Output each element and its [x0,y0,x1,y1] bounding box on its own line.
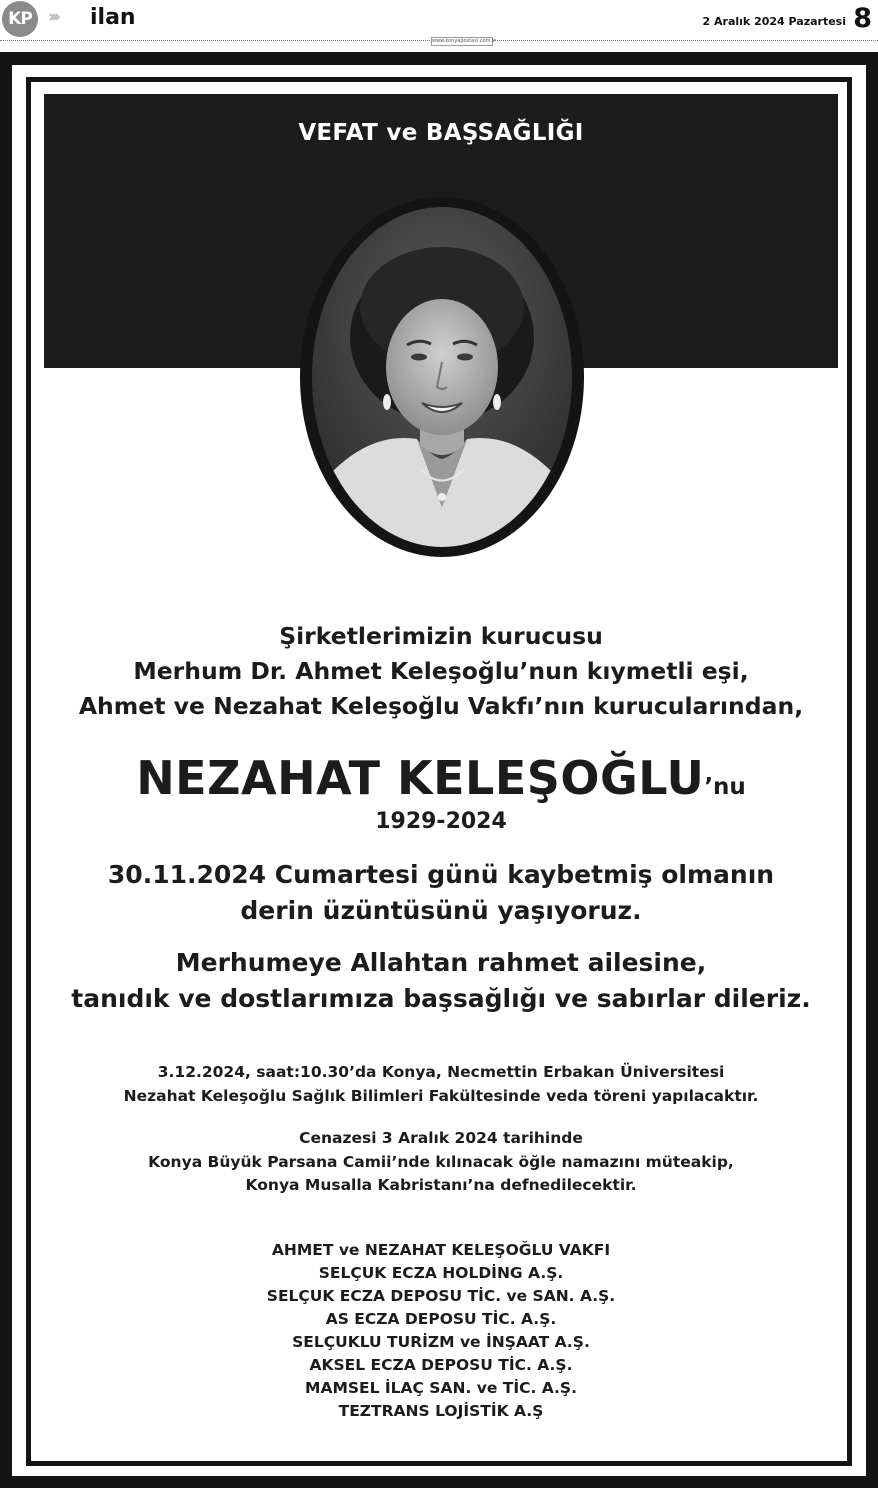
intro-line: Şirketlerimizin kurucusu [279,622,603,650]
company-name: SELÇUK ECZA HOLDİNG A.Ş. [318,1264,564,1282]
ceremony-line: 3.12.2024, saat:10.30’da Konya, Necmettin Erbakan Üniversitesi [157,1063,725,1081]
condolence-line: tanıdık ve dostlarımıza başsağlığı ve sabırlar dileriz. [71,984,811,1013]
company-name: MAMSEL İLAÇ SAN. ve TİC. A.Ş. [305,1379,577,1397]
company-list [44,1239,838,1423]
name-suffix: ’nu [704,774,746,800]
death-date-text [44,857,838,929]
page-header [0,0,878,44]
website-url[interactable]: www.konyapostasi.com.tr [432,38,497,44]
issue-date: 2 Aralık 2024 Pazartesi [702,15,846,28]
company-name: AHMET ve NEZAHAT KELEŞOĞLU VAKFI [271,1241,611,1259]
date-line: derin üzüntüsünü yaşıyoruz. [240,896,642,925]
company-name: AS ECZA DEPOSU TİC. A.Ş. [325,1310,557,1328]
intro-text [44,619,838,724]
funeral-line: Konya Musalla Kabristanı’na defnedilecektir. [245,1176,637,1194]
intro-line: Merhum Dr. Ahmet Keleşoğlu’nun kıymetli eşi, [133,657,749,685]
portrait-illustration [312,207,572,547]
condolence-line: Merhumeye Allahtan rahmet ailesine, [175,948,707,977]
company-name: SELÇUK ECZA DEPOSU TİC. ve SAN. A.Ş. [266,1287,616,1305]
deceased-name [44,751,838,814]
date-line: 30.11.2024 Cumartesi günü kaybetmiş olmanın [107,860,775,889]
logo-text: KP [8,9,32,29]
page-number: 8 [853,3,872,34]
ceremony-line: Nezahat Keleşoğlu Sağlık Bilimleri Fakültesinde veda töreni yapılacaktır. [123,1087,759,1105]
company-name: SELÇUKLU TURİZM ve İNŞAAT A.Ş. [292,1333,590,1351]
newspaper-logo[interactable] [2,1,38,37]
ceremony-text [44,1060,838,1108]
company-name: AKSEL ECZA DEPOSU TİC. A.Ş. [309,1356,573,1374]
chevrons-icon: ››› [48,7,58,27]
life-years: 1929-2024 [375,809,507,834]
intro-line: Ahmet ve Nezahat Keleşoğlu Vakfı’nın kurucularından, [78,692,804,720]
condolence-text [44,945,838,1017]
company-name: TEZTRANS LOJİSTİK A.Ş [338,1402,544,1420]
deceased-name-text: NEZAHAT KELEŞOĞLU [136,751,705,805]
portrait-photo [312,207,572,547]
funeral-text [44,1127,838,1198]
section-name: ilan [90,5,136,30]
funeral-line: Cenazesi 3 Aralık 2024 tarihinde [299,1129,583,1147]
funeral-line: Konya Büyük Parsana Camii’nde kılınacak öğle namazını müteakip, [148,1152,734,1171]
notice-title: VEFAT ve BAŞSAĞLIĞI [298,120,584,146]
